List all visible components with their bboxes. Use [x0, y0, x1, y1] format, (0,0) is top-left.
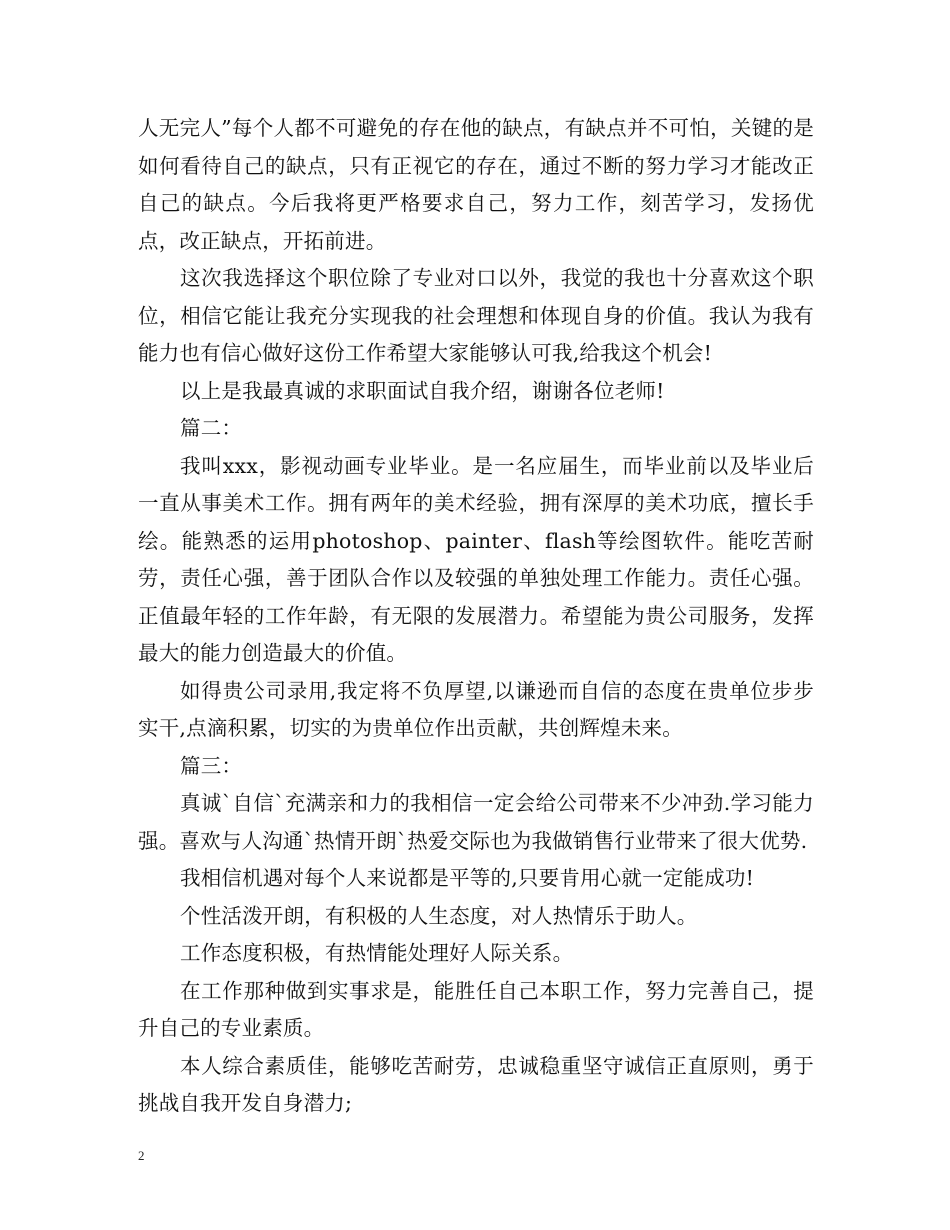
paragraph-8: 真诚`自信`充满亲和力的我相信一定会给公司带来不少冲劲.学习能力强。喜欢与人沟通`热情开朗`热爱交际也为我做销售行业带来了很大优势. [138, 791, 814, 853]
paragraph-6: 如得贵公司录用,我定将不负厚望,以谦逊而自信的态度在贵单位步步实干,点滴积累，切实的为贵单位作出贡献，共创辉煌未来。 [138, 678, 814, 740]
paragraph-11: 工作态度积极，有热情能处理好人际关系。 [180, 941, 574, 965]
page-number: 2 [138, 1148, 145, 1163]
document-body [138, 110, 814, 1123]
paragraph-10: 个性活泼开朗，有积极的人生态度，对人热情乐于助人。 [180, 903, 698, 928]
paragraph-5: 我叫xxx，影视动画专业毕业。是一名应届生，而毕业前以及毕业后一直从事美术工作。拥有两年的美术经验，拥有深厚的美术功底，擅长手绘。能熟悉的运用photoshop、painter、flash等绘图软件。能吃苦耐劳，责任心强，善于团队合作以及较强的单独处理工作能力。责任心强。正值最年轻的工作年龄，有无限的发展潜力。希望能为贵公司服务，发挥最大的能力创造最大的价值。 [138, 453, 814, 665]
section-heading-2: 篇二： [180, 416, 243, 440]
section-heading-3: 篇三： [180, 753, 243, 778]
paragraph-2: 这次我选择这个职位除了专业对口以外，我觉的我也十分喜欢这个职位，相信它能让我充分实现我的社会理想和体现自身的价值。我认为我有能力也有信心做好这份工作希望大家能够认可我,给我这个机会! [138, 266, 814, 365]
paragraph-9: 我相信机遇对每个人来说都是平等的,只要肯用心就一定能成功! [180, 866, 755, 890]
paragraph-3: 以上是我最真诚的求职面试自我介绍，谢谢各位老师! [180, 378, 665, 403]
paragraph-13: 本人综合素质佳，能够吃苦耐劳，忠诚稳重坚守诚信正直原则，勇于挑战自我开发自身潜力; [138, 1053, 814, 1115]
paragraph-12: 在工作那种做到实事求是，能胜任自己本职工作，努力完善自己，提升自己的专业素质。 [138, 978, 814, 1040]
paragraph-1: 人无完人”每个人都不可避免的存在他的缺点，有缺点并不可怕，关键的是如何看待自己的缺点，只有正视它的存在，通过不断的努力学习才能改正自己的缺点。今后我将更严格要求自己，努力工作，刻苦学习，发扬优点，改正缺点，开拓前进。 [138, 116, 814, 253]
